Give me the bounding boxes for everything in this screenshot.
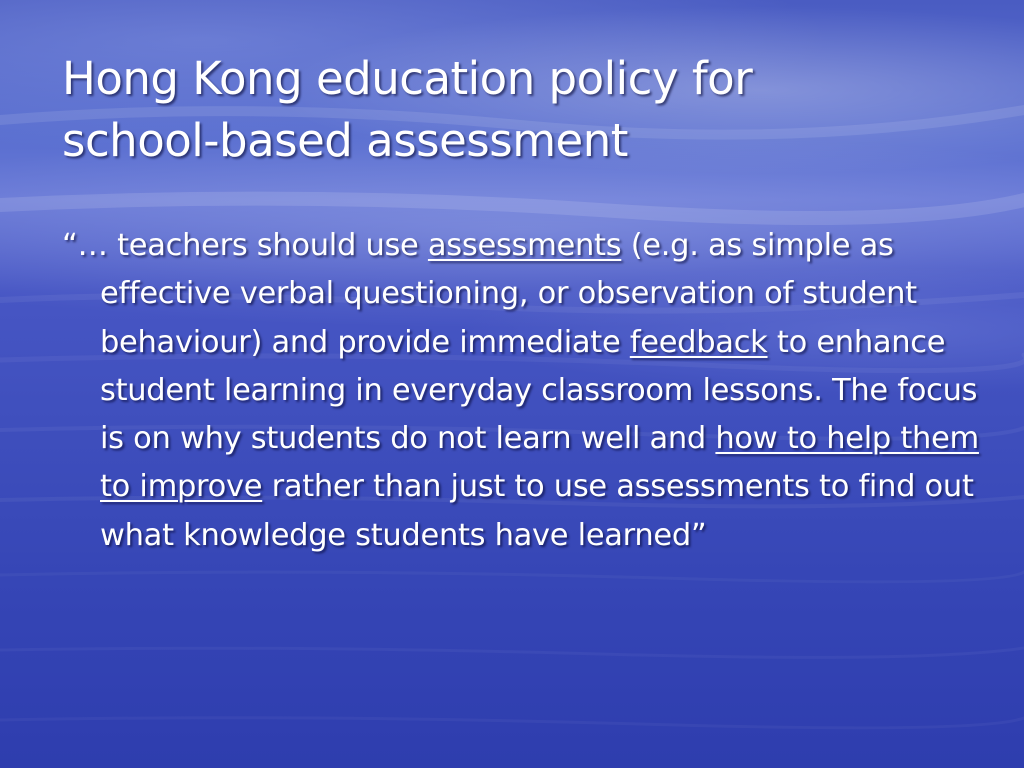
policy-quote — [62, 222, 1000, 560]
title-line-2: school-based assessment — [62, 114, 628, 167]
quote-text-1: “… teachers should use — [62, 228, 428, 263]
slide-title — [62, 48, 962, 172]
quote-text-3: to enhance student learning in everyday classroom lessons. The focus is on why students do not learn well and — [100, 324, 978, 457]
underlined-term-feedback: feedback — [629, 324, 768, 360]
quote-text-4: rather than just to use assessments to find out what knowledge students have learned” — [100, 469, 974, 553]
title-line-1: Hong Kong education policy for — [62, 52, 753, 105]
quote-text-2: (e.g. as simple as effective verbal questioning, or observation of student behaviour) and provide immediate — [100, 228, 917, 360]
underlined-term-assessments: assessments — [427, 228, 622, 263]
underlined-term-how-to-help: how to help them to improve — [100, 421, 979, 505]
